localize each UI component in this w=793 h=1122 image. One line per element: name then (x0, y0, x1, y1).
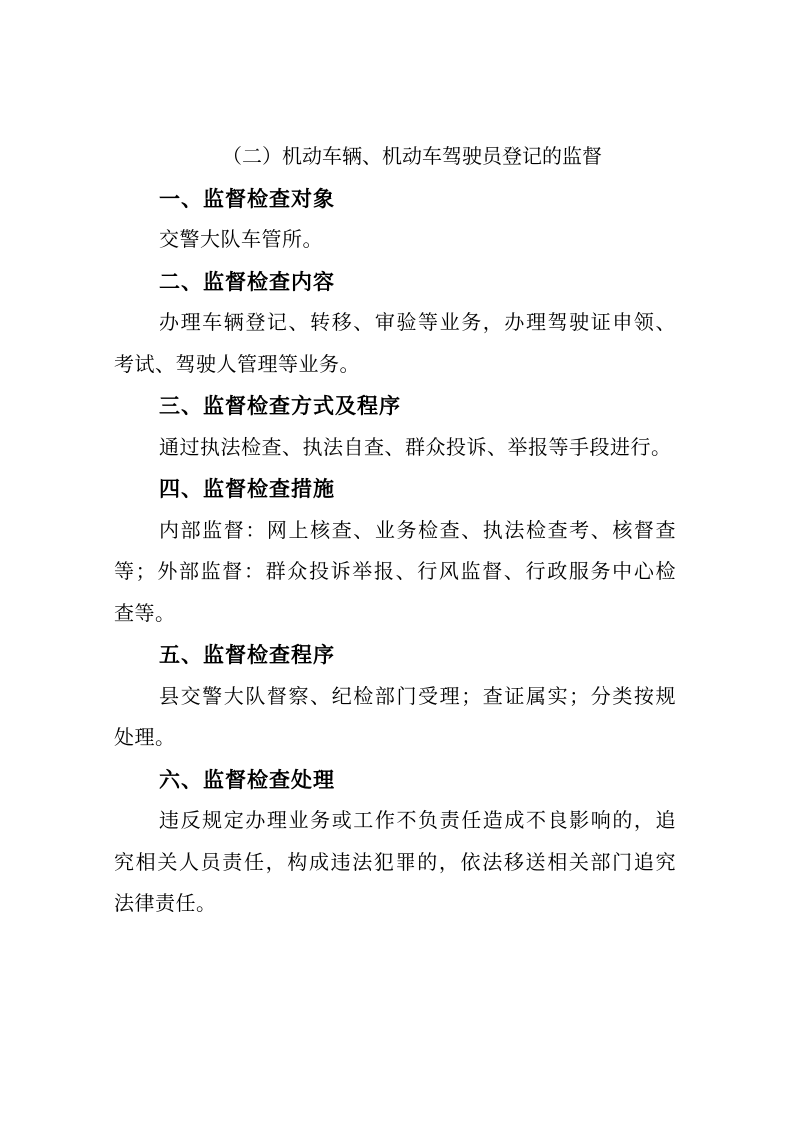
document-body (114, 137, 676, 926)
text-line: 考试、驾驶人管理等业务。 (114, 353, 360, 376)
doc-section-title: （二）机动车辆、机动车驾驶员登记的监督 (222, 146, 602, 168)
section-heading: 三、监督检查方式及程序 (159, 395, 401, 418)
section-heading: 六、监督检查处理 (159, 768, 335, 792)
text-line: 通过执法检查、执法自查、群众投诉、举报等手段进行。 (159, 436, 672, 459)
section-heading: 二、监督检查内容 (159, 270, 335, 294)
text-line: 法律责任。 (114, 893, 217, 915)
text-line: 办理车辆登记、转移、审验等业务，办理驾驶证申领、 (159, 312, 676, 334)
text-line: 处理。 (114, 727, 176, 749)
section-heading: 四、监督检查措施 (159, 478, 335, 501)
section-heading: 五、监督检查程序 (159, 644, 335, 667)
section-heading: 一、监督检查对象 (159, 187, 335, 211)
text-line: 交警大队车管所。 (159, 229, 323, 251)
text-line: 究相关人员责任，构成违法犯罪的，依法移送相关部门追究 (114, 851, 676, 874)
text-line: 查等。 (114, 602, 176, 625)
text-line: 违反规定办理业务或工作不负责任造成不良影响的，追 (159, 810, 676, 832)
text-line: 县交警大队督察、纪检部门受理；查证属实；分类按规 (159, 685, 676, 708)
text-line: 内部监督：网上核查、业务检查、执法检查考、核督查 (159, 519, 676, 542)
text-line: 等；外部监督：群众投诉举报、行风监督、行政服务中心检 (114, 561, 676, 583)
